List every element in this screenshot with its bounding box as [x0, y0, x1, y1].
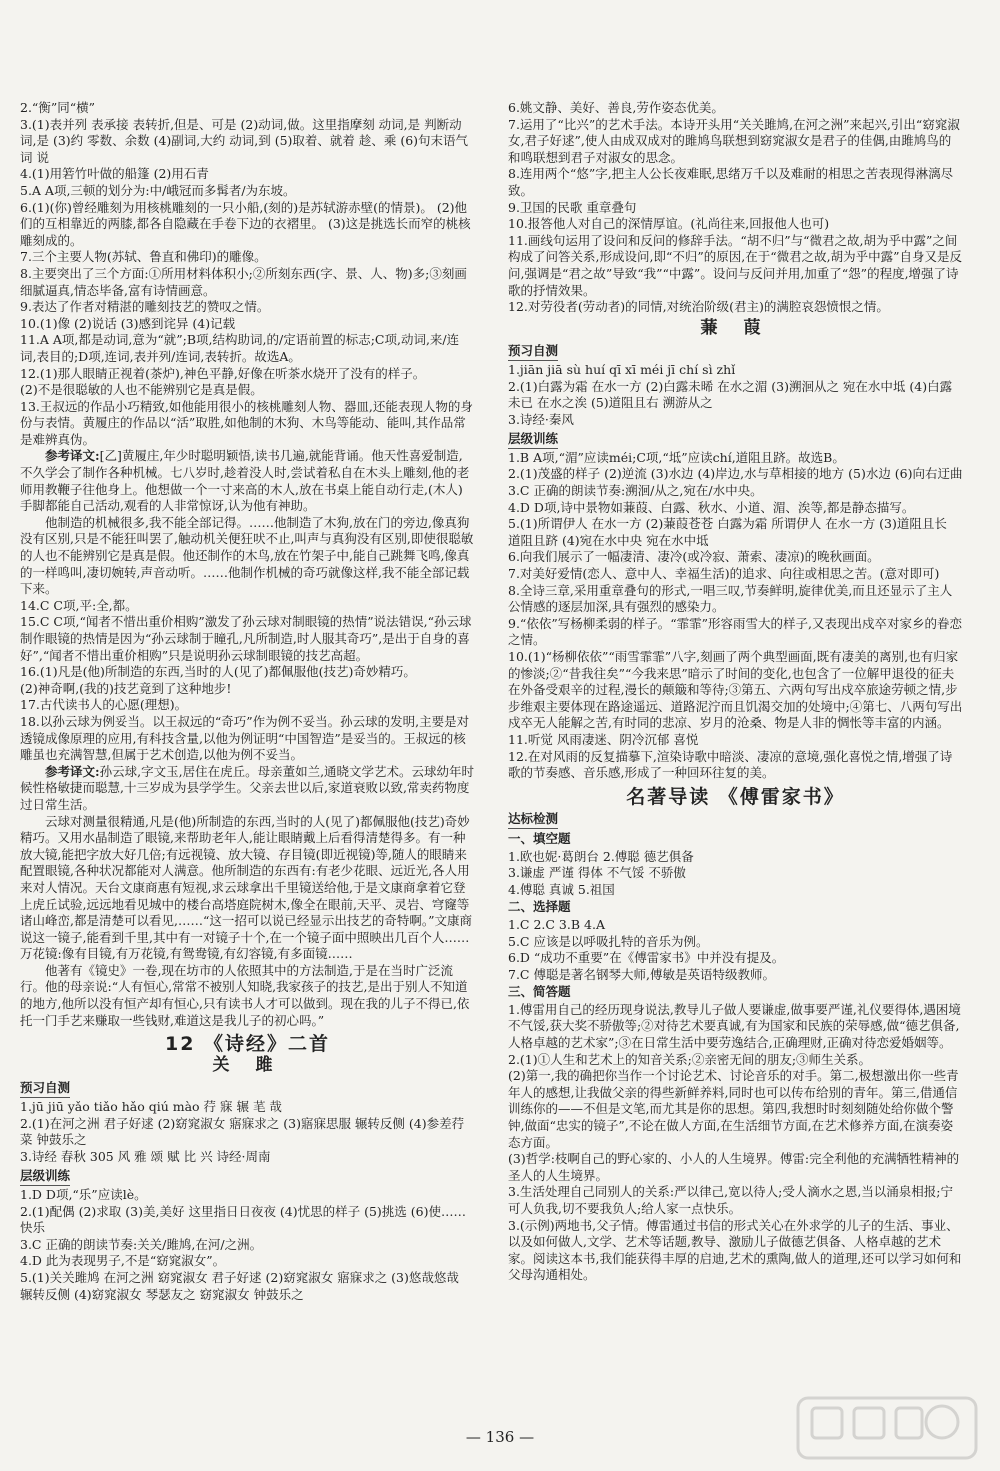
essay-line: 1.傅雷用自己的经历现身说法,教导儿子做人要谦虚,做事要严谨,礼仪要得体,遇困境不气馁,获大奖不骄傲等;②对待艺术要真诚,有为国家和民族的荣辱感,做“德艺俱备,人格卓越的艺术家”;③在日常生活中要劳逸结合,正确理财,正确对待恋爱婚姻等。: [508, 1001, 961, 1051]
section-title: 名著导读 《傅雷家书》: [626, 785, 845, 808]
answer-line: (2)神奇啊,(我的)技艺竟到了这种地步!: [20, 680, 232, 696]
practice-line: 1.D D项,“乐”应读lè。: [20, 1187, 147, 1202]
translation-text: 孙云球,字文玉,居住在虎丘。母亲董如兰,通晓文学艺术。云球幼年时候性格敏捷而聪慧,十三岁成为县学学生。父亲去世以后,家道衰败以致,常卖药物度过日常生活。: [20, 763, 475, 812]
practice-line: 2.(1)配偶 (2)求取 (3)美,美好 这里指日日夜夜 (4)忧思的样子 (5)挑选 (6)使……快乐: [20, 1203, 466, 1236]
practice-line: 5.(1)关关雎鸠 在河之洲 窈窕淑女 君子好逑 (2)窈窕淑女 寤寐求之 (3)悠哉悠哉 辗转反侧 (4)窈窕淑女 琴瑟友之 窈窕淑女 钟鼓乐之: [20, 1269, 463, 1302]
fill-line: 3.谦虚 严谨 得体 不气馁 不骄傲: [508, 865, 686, 881]
choice-line: 5.C 应该是以呼吸扎特的音乐为例。: [508, 933, 709, 949]
choice-line: 6.D “成功不重要”在《傅雷家书》中并没有提及。: [508, 950, 785, 966]
page-number: — 136 —: [465, 1428, 535, 1446]
translation-text: [乙]黄履庄,年少时聪明颖悟,读书几遍,就能背诵。他天性喜爱制造,不久学会了制作各种机械。七八岁时,趁着没人时,尝试着私自在木头上雕刻,他的老师用教鞭子往他身上。他想做一个一寸来高的木人,放在书桌上能自动行走,(木人)手脚都能自己活动,观看的人非常惊讶,认为他有神助。: [20, 448, 470, 514]
essay-line: 2.(1)①人生和艺术上的知音关系;②亲密无间的朋友;③师生关系。: [508, 1051, 872, 1067]
answer-line: 11.A A项,都是动词,意为“就”;B项,结构助词,的/定语前置的标志;C项,动词,来/连词,表目的;D项,连词,表并列/连词,表转折。故选A。: [20, 332, 460, 364]
practice-line: 1.B A项,“湄”应读méi;C项,“坻”应读chí,道阻且跻。故选B。: [508, 449, 845, 465]
answer-line: (2)不是很聪敏的人也不能辨别它是真是假。: [20, 382, 263, 398]
answer-line: 9.表达了作者对精湛的雕刻技艺的赞叹之情。: [20, 299, 270, 315]
preview-line: 2.(1)白露为霜 在水一方 (2)白露未晞 在水之湄 (3)溯洄从之 宛在水中坻 (4)白露未已 在水之涘 (5)道阻且右 溯游从之: [508, 378, 953, 411]
practice-line: 10.(1)“杨柳依依”“雨雪霏霏”八字,刻画了两个典型画面,既有凄美的离别,也有归家的惨淡;②“昔我往矣”“今我来思”暗示了时间的变化,也包含了一位解甲退役的征夫在外备受艰辛的过程,漫长的颠簸和等待;③第五、六两句写出戍卒旅途劳顿之情,步步维艰主要体现在路途遥远、道路泥泞而且饥渴交加的处境中;④第七、八两句写出戍卒无人能解之苦,有时同的悲凉、岁月的沧桑、物是人非的惆怅等丰富的内涵。: [508, 649, 963, 731]
translation-paragraph: 他著有《镜史》一卷,现在坊市的人依照其中的方法制造,于是在当时广泛流行。他的母亲说:“人有恒心,常常不被别人知晓,我家孩子的技艺,是出于别人不知道的地方,他所以没有恒产却有恒心,只有读书人才可以做到。现在我的儿子不得已,依托一门手艺来赚取一些钱财,难道这是我儿子的初心吗。”: [20, 962, 470, 1028]
preview-line: 3.诗经·秦风: [508, 411, 574, 427]
answer-line: 18.以孙云球为例妥当。以王叔远的“奇巧”作为例不妥当。孙云球的发明,主要是对透镜成像原理的应用,有科技含量,以他为例证明“中国智造”是妥当的。王叔远的核雕虽也充满智慧,但属于艺术创造,以他为例不妥当。: [20, 713, 470, 763]
preview-line: 3.诗经 春秋 305 风 雅 颂 赋 比 兴 诗经·周南: [20, 1148, 271, 1164]
practice-line: 7.对美好爱情(恋人、意中人、幸福生活)的追求、向往或相思之苦。(意对即可): [508, 566, 940, 582]
preview-line: 1.jū jiū yǎo tiǎo hǎo qiú mào 荇 寐 辗 芼 哉: [20, 1099, 282, 1115]
translation-paragraph: [20, 448, 475, 514]
preview-section-label: 预习自测: [508, 343, 558, 361]
answer-line: 13.王叔远的作品小巧精致,如他能用很小的核桃雕刻人物、器皿,还能表现人物的身份与表情。黄履庄的作品以“活”取胜,如他制的木狗、木鸟等能动、能叫,其作品常是难辨真伪。: [20, 398, 473, 447]
answer-line: 17.古代读书人的心愿(理想)。: [20, 697, 188, 713]
answer-line: 7.三个主要人物(苏轼、鲁直和佛印)的雕像。: [20, 249, 267, 265]
answer-line: 2.“衡”同“横”: [20, 100, 95, 115]
answer-line: 5.A A项,三顿的划分为:中/峨冠而多髯者/为东坡。: [20, 182, 296, 198]
right-column: [508, 100, 963, 1420]
fill-line: 1.欧也妮·葛朗台 2.傅聪 德艺俱备: [508, 848, 694, 864]
practice-line: 4.D 此为表现男子,不是“窈窕淑女”。: [20, 1253, 226, 1269]
practice-line: 8.全诗三章,采用重章叠句的形式,一唱三叹,节奏鲜明,旋律优美,而且还显示了主人公情感的逐层加深,具有强烈的感染力。: [508, 582, 953, 615]
preview-section-label: 预习自测: [20, 1080, 70, 1098]
answer-line: 6.姚文静、美好、善良,劳作姿态优美。: [508, 100, 724, 115]
preview-line: 2.(1)在河之洲 君子好逑 (2)窈窕淑女 寤寐求之 (3)寤寐思服 辗转反侧 (4)参差荇菜 钟鼓乐之: [20, 1115, 465, 1148]
answer-line: 10.(1)像 (2)说话 (3)感到诧异 (4)记载: [20, 315, 236, 331]
practice-line: 4.D D项,诗中景物如蒹葭、白露、秋水、小道、湄、涘等,都是静态描写。: [508, 499, 915, 515]
essay-line: 3.生活处理自己同别人的关系:严以律己,宽以待人;受人滴水之恩,当以涌泉相报;宁可人负我,切不要我负人;给人家一点快乐。: [508, 1184, 954, 1216]
watermark-logo-icon: [792, 1392, 982, 1464]
practice-line: 6.向我们展示了一幅凄清、凄冷(或冷寂、萧索、凄凉)的晚秋画面。: [508, 549, 880, 565]
lesson-title: 12 《诗经》二首: [164, 1033, 331, 1056]
choice-line: 7.C 傅聪是著名钢琴大师,傅敏是英语特级教师。: [508, 966, 775, 982]
practice-line: 11.听觉 风雨凄迷、阴冷沉郁 喜悦: [508, 731, 699, 747]
answer-line: 6.(1)(你)曾经雕刻为用核桃雕刻的一只小船,(刻的)是苏轼游赤壁(的情景)。 (2)他们的互相靠近的两膝,都各自隐藏在手卷下边的衣褶里。 (3)这是挑选长而窄的桃核雕刻成的。: [20, 199, 471, 248]
preview-line: 1.jiān jiā sù huí qī xī méi jī chí sì zhǐ: [508, 361, 736, 377]
answer-line: 12.(1)那人眼睛正视着(茶炉),神色平静,好像在听茶水烧开了没有的样子。: [20, 365, 426, 381]
translation-paragraph: 云球对测量很精通,凡是(他)所制造的东西,当时的人(见了)都佩服他(技艺)奇妙精巧。又用水晶制造了眼镜,来帮助老年人,能让眼睛戴上后看得清楚得多。有一种放大镜,能把字放大好几倍;有远视镜、放大镜、存目镜(即近视镜)等,随人的眼睛来配置眼镜,各种状况都能对人满意。他所制造的东西有:有老少花眼、远近光,各人用来对人情况。天台文康商惠有短视,求云球拿出千里镜送给他,于是文康商拿着它登上虎丘试验,远远地看见城中的楼台高塔庭院树木,像全在眼前,天平、灵岩、穹窿等诸山峰峦,都是清楚可以看见,……“这一招可以说已经显示出技艺的奇特啊。”文康商说这一镜子,能看到千里,其中有一对镜子十个,在一个镜子面中照映出几百个人……万花镜:像有目镜,有万花镜,有鸳鸯镜,有幻容镜,有多面镜……: [20, 813, 472, 962]
translation-paragraph: 他制造的机械很多,我不能全部记得。……他制造了木狗,放在门的旁边,像真狗没有区别,只是不能狂叫罢了,触动机关便狂吠不止,叫声与真狗没有区别,即使很聪敏的人也不能辨别它是真是假。他还制作的木鸟,放在竹架子中,能自己跳舞飞鸣,像真的一样鸣叫,凄切婉转,声音动听。……他制作机械的奇巧就像这样,我不能全部记载下来。: [20, 514, 474, 597]
essay-label: 三、简答题: [508, 984, 571, 1000]
essay-line: 3.(示例)两地书,父子情。傅雷通过书信的形式关心在外求学的儿子的生活、事业、以及如何做人,文学、艺术等话题,教导、激励儿子做德艺俱备、人格卓越的艺术家。阅读这本书,我们能获得丰厚的启迪,艺术的熏陶,做人的道理,还可以学习如何和父母沟通相处。: [508, 1217, 962, 1283]
left-column: [20, 100, 475, 1420]
answer-line: 14.C C项,平:全,都。: [20, 597, 138, 613]
essay-line: (2)第一,我的确把你当作一个讨论艺术、讨论音乐的对手。第二,极想激出你一些青年人的感想,让我做父亲的得些新鲜养料,同时也可以传布给别的青年。第三,借通信训练你的——不但是文笔,而尤其是你的思想。第四,我想时时刻刻随处给你做个警钟,做面“忠实的镜子”,不论在做人方面,在生活细节方面,在艺术修养方面,在演奏姿态方面。: [508, 1068, 959, 1150]
test-section-label: 达标检测: [508, 811, 558, 829]
practice-line: 5.(1)所谓伊人 在水一方 (2)蒹葭苍苍 白露为霜 所谓伊人 在水一方 (3)道阻且长 道阻且跻 (4)宛在水中央 宛在水中坻: [508, 516, 951, 548]
answer-line: 9.卫国的民歌 重章叠句: [508, 199, 637, 215]
answer-line: 8.连用两个“悠”字,把主人公长夜难眠,思绪万千以及难耐的相思之苦表现得淋漓尽致。: [508, 166, 954, 198]
answer-line: 10.报答他人对自己的深情厚谊。(礼尚往来,回报他人也可): [508, 216, 830, 232]
fill-label: 一、填空题: [508, 830, 571, 846]
practice-line: 3.C 正确的朗读节奏:关关/雎鸠,在河/之洲。: [20, 1236, 263, 1252]
answer-line: 16.(1)凡是(他)所制造的东西,当时的人(见了)都佩服他(技艺)奇妙精巧。: [20, 664, 416, 680]
translation-paragraph: [20, 764, 475, 814]
answer-line: 3.(1)表并列 表承接 表转折,但是、可是 (2)动词,做。这里指摩刻 动词,是 判断动词,是 (3)约 零数、余数 (4)副词,大约 动词,到 (5)取着、就着 趁、乘 (6)句末语气词 说: [20, 116, 469, 165]
choice-line: 1.C 2.C 3.B 4.A: [508, 916, 605, 932]
answer-line: 7.运用了“比兴”的艺术手法。本诗开头用“关关雎鸠,在河之洲”来起兴,引出“窈窕淑女,君子好逑”,使人由成双成对的雎鸠鸟联想到窈窕淑女是君子的佳偶,由雎鸠鸟的和鸣联想到君子对淑女的思念。: [508, 116, 960, 165]
poem-title-jianjia: 蒹 葭: [700, 317, 771, 338]
choice-label: 二、选择题: [508, 899, 571, 915]
answer-line: 11.画线句运用了设问和反问的修辞手法。“胡不归”与“微君之故,胡为乎中露”之间构成了问答关系,形成设问,即“不归”的原因,在于“微君之故,胡为乎中露”自身又是反问,强调是“君之故”导致“我”“中露”。设问与反问并用,加重了“怨”的程度,增强了诗歌的抒情效果。: [508, 232, 962, 298]
answer-line: 4.(1)用箬竹叶做的船篷 (2)用石青: [20, 166, 209, 182]
answer-line: 8.主要突出了三个方面:①所用材料体积小;②所刻东西(字、景、人、物)多;③刻画细腻逼真,情态毕备,富有诗情画意。: [20, 265, 467, 298]
practice-section-label: 层级训练: [508, 431, 558, 449]
translation-label: 参考译文:: [45, 763, 100, 779]
practice-line: 12.在对风雨的反复描摹下,渲染诗歌中暗淡、凄凉的意境,强化喜悦之情,增强了诗歌的节奏感、音乐感,形成了一种回环往复的美。: [508, 748, 953, 781]
poem-title-guanju: 关 雎: [212, 1054, 283, 1075]
translation-label: 参考译文:: [45, 448, 100, 464]
answer-line: 12.对劳役者(劳动者)的同情,对统治阶级(君主)的满腔哀怨愤恨之情。: [508, 299, 889, 315]
essay-line: (3)哲学:枝啊自己的野心家的、小人的人生境界。傅雷:完全利他的充满牺牲精神的圣人的人生境界。: [508, 1151, 960, 1183]
fill-line: 4.傅聪 真诚 5.祖国: [508, 881, 615, 897]
practice-section-label: 层级训练: [20, 1168, 70, 1186]
practice-line: 3.C 正确的朗读节奏:溯洄/从之,宛在/水中央。: [508, 483, 763, 499]
practice-line: 2.(1)茂盛的样子 (2)逆流 (3)水边 (4)岸边,水与草相接的地方 (5)水边 (6)向右迂曲: [508, 466, 963, 482]
practice-line: 9.“依依”写杨柳柔弱的样子。“霏霏”形容雨雪大的样子,又表现出戍卒对家乡的眷恋之情。: [508, 615, 962, 648]
answer-line: 15.C C项,“闻者不惜出重价相购”激发了孙云球对制眼镜的热情”说法错误,“孙云球制作眼镜的热情是因为“孙云球制于瞳孔,凡所制造,时人服其奇巧”,是出于自身的喜好”,“闻者不惜出重价相购”只是说明孙云球制眼镜的技艺高超。: [20, 614, 472, 663]
